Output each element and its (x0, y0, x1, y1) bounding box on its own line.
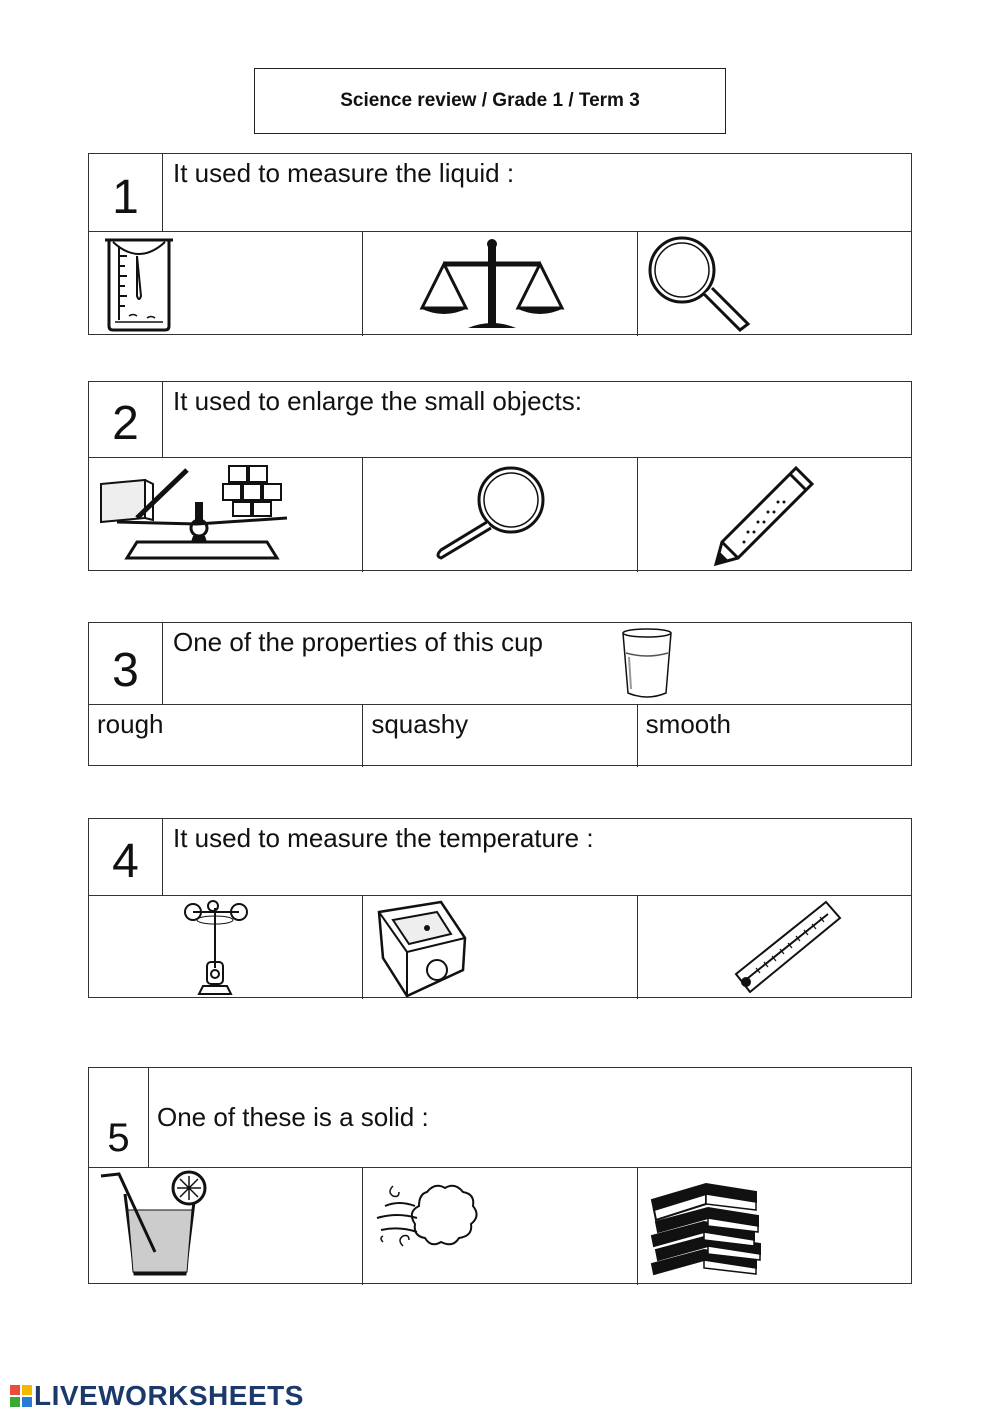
question-prompt: It used to enlarge the small objects: (173, 386, 583, 416)
question-5 (88, 1067, 912, 1284)
pan-balance-icon (97, 462, 297, 568)
option-label: smooth (645, 709, 731, 739)
magnifying-glass-icon (644, 234, 754, 334)
answer-option-smooth[interactable] (638, 705, 911, 767)
answer-option-1[interactable] (89, 232, 363, 336)
anemometer-icon (179, 898, 255, 998)
answer-option-3[interactable] (638, 232, 911, 336)
liveworksheets-logo[interactable] (10, 1380, 304, 1412)
worksheet-title: Science review / Grade 1 / Term 3 (254, 68, 726, 134)
answer-option-rough[interactable] (89, 705, 363, 767)
question-number: 1 (89, 154, 163, 231)
answer-option-3[interactable] (638, 458, 911, 572)
answer-option-1[interactable] (89, 896, 363, 999)
answer-option-squashy[interactable] (363, 705, 637, 767)
question-2 (88, 381, 912, 571)
wind-icon (373, 1172, 483, 1264)
question-prompt: It used to measure the temperature : (173, 823, 594, 853)
question-number: 2 (89, 382, 163, 457)
question-3 (88, 622, 912, 766)
question-prompt: One of the properties of this cup (173, 627, 543, 657)
logo-mark-icon (10, 1385, 32, 1407)
option-label: rough (97, 709, 164, 739)
question-4 (88, 818, 912, 998)
magnifying-glass-icon (431, 464, 551, 560)
measuring-beaker-icon (99, 236, 179, 332)
question-prompt: It used to measure the liquid : (173, 158, 515, 188)
question-1 (88, 153, 912, 335)
glass-cup-icon (619, 627, 675, 701)
book-stack-icon (646, 1170, 772, 1282)
thermometer-icon (732, 898, 844, 998)
logo-text: LIVEWORKSHEETS (34, 1380, 304, 1411)
answer-option-3[interactable] (638, 1168, 911, 1285)
balance-scale-icon (418, 236, 568, 332)
answer-option-3[interactable] (638, 896, 911, 999)
juice-glass-icon (95, 1168, 211, 1280)
option-label: squashy (371, 709, 469, 739)
question-number: 4 (89, 819, 163, 895)
answer-option-1[interactable] (89, 1168, 363, 1285)
question-number: 3 (89, 623, 163, 704)
answer-option-2[interactable] (363, 232, 637, 336)
question-number: 5 (89, 1068, 149, 1167)
pencil-icon (708, 462, 818, 568)
answer-option-1[interactable] (89, 458, 363, 572)
question-prompt: One of these is a solid : (157, 1102, 429, 1132)
answer-option-2[interactable] (363, 1168, 637, 1285)
sharpener-icon (371, 898, 471, 998)
answer-option-2[interactable] (363, 896, 637, 999)
answer-option-2[interactable] (363, 458, 637, 572)
